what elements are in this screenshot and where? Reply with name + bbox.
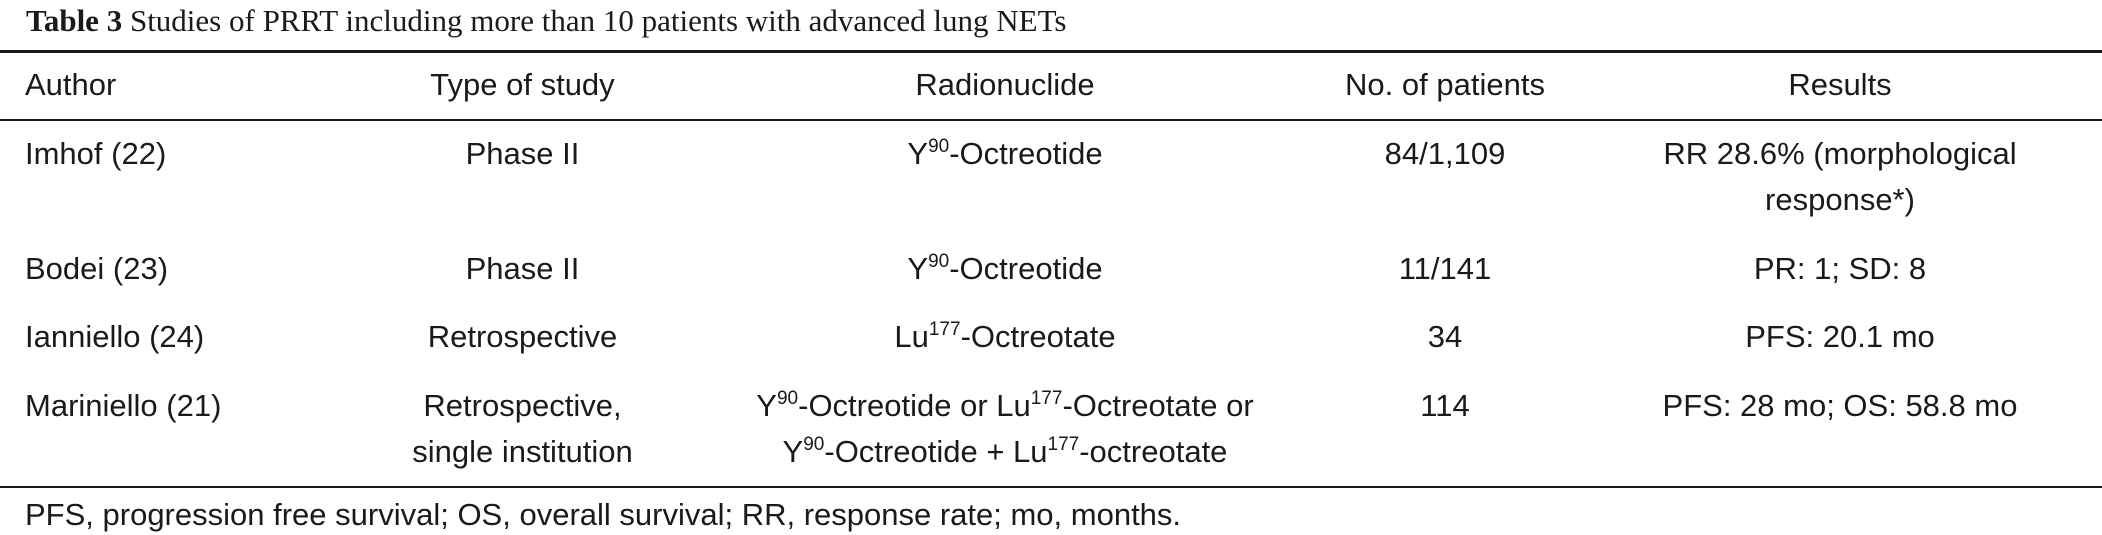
row2-type: Phase II [465, 251, 580, 286]
row1-patients: 84/1,109 [1384, 136, 1506, 171]
row4-author: Mariniello (21) [25, 388, 222, 423]
row3-type: Retrospective [427, 319, 618, 354]
header-results: Results [1788, 67, 1892, 102]
header-author: Author [25, 67, 117, 102]
table-footnote: PFS, progression free survival; OS, overall survival; RR, response rate; mo, months. [25, 497, 1182, 532]
table-label: Table 3 [26, 3, 123, 38]
row4-patients: 114 [1420, 388, 1470, 423]
row2-results: PR: 1; SD: 8 [1753, 251, 1927, 286]
row4-type: Retrospective, single institution [412, 388, 633, 469]
row2-patients: 11/141 [1398, 251, 1492, 286]
row3-author: Ianniello (24) [25, 319, 205, 354]
row3-patients: 34 [1427, 319, 1463, 354]
table-title: Studies of PRRT including more than 10 patients with advanced lung NETs [129, 3, 1067, 38]
header-rule [0, 119, 2102, 121]
row4-radionuclide: $Y^{90}$-Octreotide or Lu$^{177}$-Octreotate or $Y^{90}$-Octreotide + $Lu^{177}$-octreotate [756, 387, 1254, 469]
header-type-of-study: Type of study [430, 67, 615, 102]
row4-results: PFS: 28 mo; OS: 58.8 mo [1662, 388, 2018, 423]
header-patients: No. of patients [1345, 67, 1545, 102]
row1-type: Phase II [465, 136, 580, 171]
row1-results: RR 28.6% (morphological response*) [1663, 136, 2017, 217]
row3-results: PFS: 20.1 mo [1745, 319, 1935, 354]
row1-radionuclide: $Y^{90}$-Octreotide [907, 135, 1103, 171]
row2-radionuclide: $Y^{90}$-Octreotide [907, 250, 1103, 286]
bottom-rule [0, 486, 2102, 488]
table-caption [26, 4, 1066, 38]
row2-author: Bodei (23) [25, 251, 169, 286]
row1-author: Imhof (22) [25, 136, 167, 171]
header-radionuclide: Radionuclide [915, 67, 1095, 102]
row3-radionuclide: Lu$^{177}$-Octreotate [894, 318, 1116, 354]
top-rule [0, 50, 2102, 53]
